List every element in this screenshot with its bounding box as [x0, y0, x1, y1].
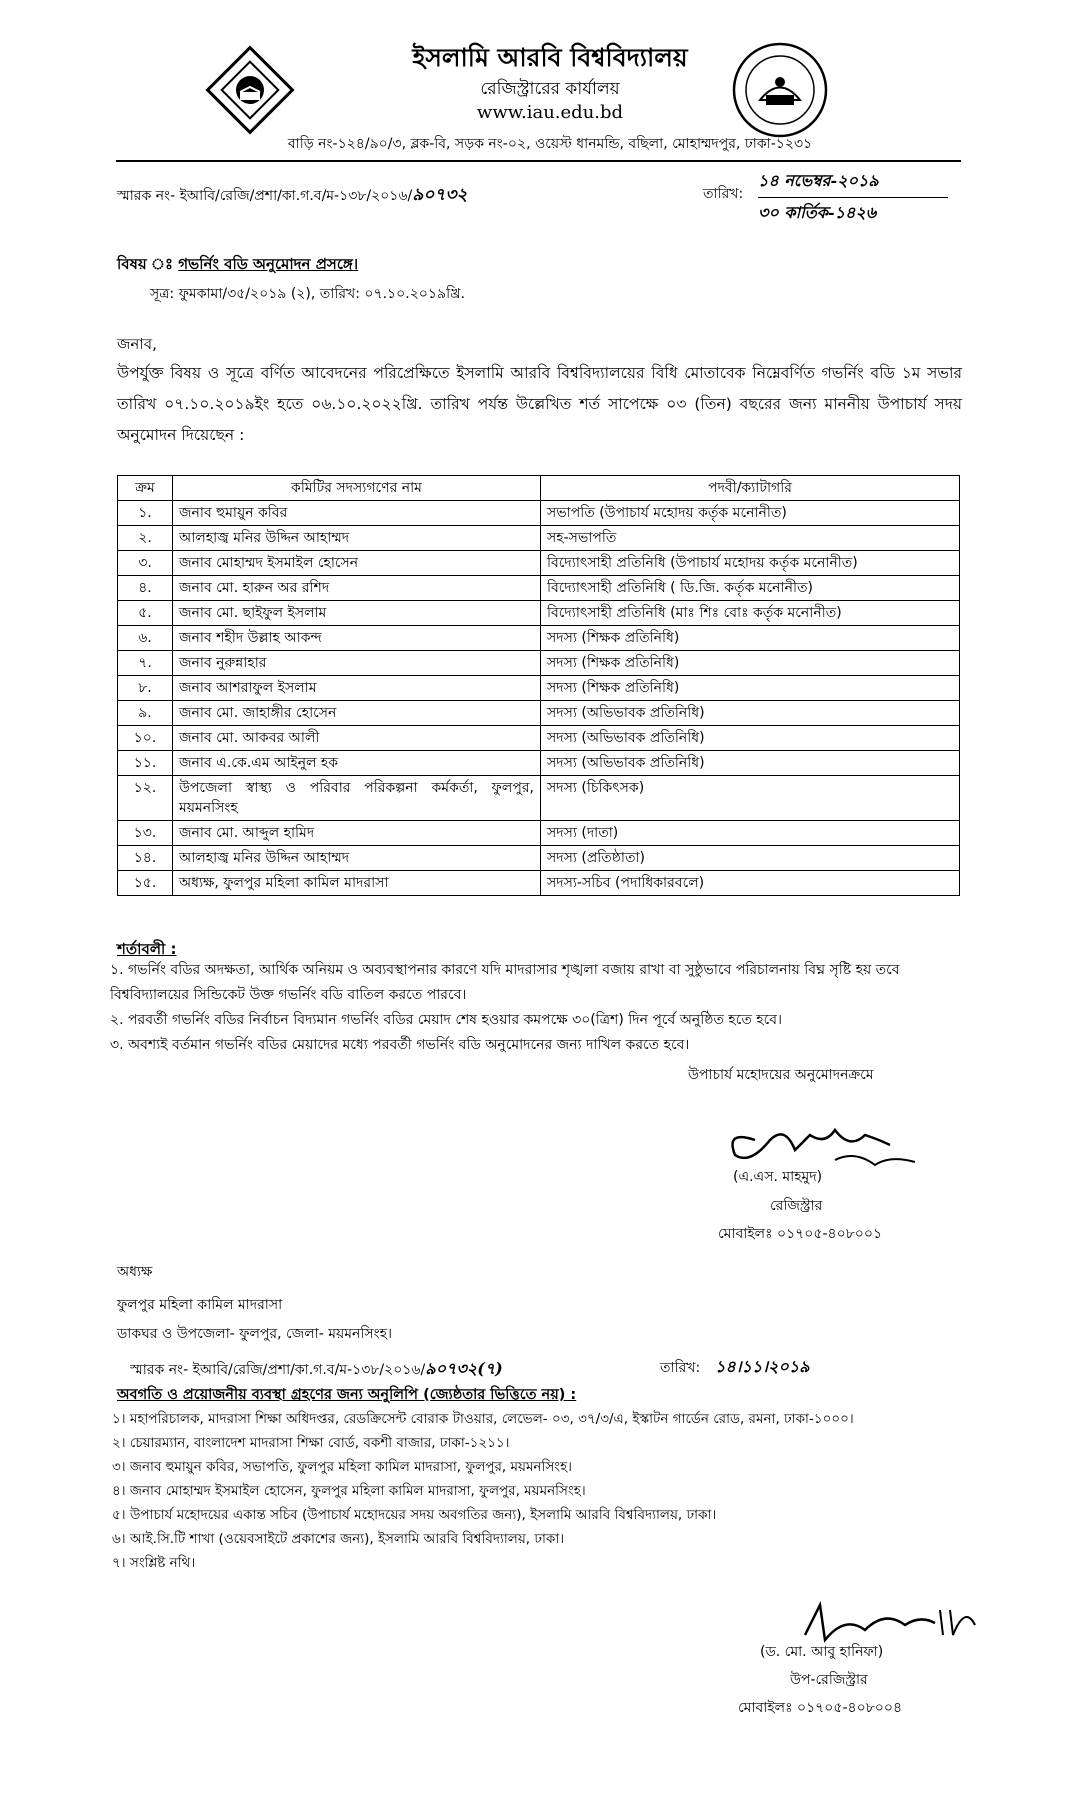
row-role: সভাপতি (উপাচার্য মহোদয় কর্তৃক মনোনীত): [541, 501, 960, 526]
row-role: সদস্য (শিক্ষক প্রতিনিধি): [541, 676, 960, 701]
row-serial: ৮.: [118, 676, 173, 701]
row-name: আলহাজ্ব মনির উদ্দিন আহাম্মদ: [173, 846, 541, 871]
salutation: জনাব,: [117, 335, 157, 353]
conditions-title: শর্তাবলী :: [117, 940, 177, 958]
row-role: বিদ্যোৎসাহী প্রতিনিধি (উপাচার্য মহোদয় কর্তৃক মনোনীত): [541, 551, 960, 576]
memo2-ref-number: ৯০৭৩২(৭): [425, 1359, 503, 1378]
row-serial: ১৪.: [118, 846, 173, 871]
row-role: সদস্য (অভিভাবক প্রতিনিধি): [541, 751, 960, 776]
table-header-row: [118, 476, 960, 501]
table-row: [118, 676, 960, 701]
row-serial: ১২.: [118, 776, 173, 821]
row-name: অধ্যক্ষ, ফুলপুর মহিলা কামিল মাদরাসা: [173, 871, 541, 896]
copy-item-5: ৫। উপাচার্য মহোদয়ের একান্ত সচিব (উপাচার্য মহোদয়ের সদয় অবগতির জন্য), ইসলামি আরবি বিশ্ববিদ্যালয়, ঢাকা।: [112, 1507, 717, 1523]
row-serial: ১৫.: [118, 871, 173, 896]
row-role: সদস্য (প্রতিষ্ঠাতা): [541, 846, 960, 871]
row-name: জনাব মো. হারুন অর রশিদ: [173, 576, 541, 601]
row-role: সদস্য (চিকিৎসক): [541, 776, 960, 821]
row-name: জনাব মো. আব্দুল হামিদ: [173, 821, 541, 846]
table-row: [118, 651, 960, 676]
row-role: সদস্য (অভিভাবক প্রতিনিধি): [541, 701, 960, 726]
header-divider: [116, 160, 961, 162]
memo-date-label: তারিখ:: [703, 186, 744, 202]
subject-label: বিষয় ঃ: [117, 255, 173, 273]
header-serial: ক্রম: [118, 476, 173, 501]
row-name: জনাব এ.কে.এম আইনুল হক: [173, 751, 541, 776]
row-role: বিদ্যোৎসাহী প্রতিনিধি ( ডি.জি. কর্তৃক মনোনীত): [541, 576, 960, 601]
row-name: জনাব মো. আকবর আলী: [173, 726, 541, 751]
copy-item-6: ৬। আই.সি.টি শাখা (ওয়েবসাইটে প্রকাশের জন্য), ইসলামি আরবি বিশ্ববিদ্যালয়, ঢাকা।: [112, 1531, 565, 1547]
copy-item-4: ৪। জনাব মোহাম্মদ ইসমাইল হোসেন, ফুলপুর মহিলা কামিল মাদরাসা, ফুলপুর, ময়মনসিংহ।: [112, 1483, 586, 1499]
row-role: সদস্য (দাতা): [541, 821, 960, 846]
header-name: কমিটির সদস্যগণের নাম: [173, 476, 541, 501]
row-serial: ১০.: [118, 726, 173, 751]
signatory2-name: (ড. মো. আবু হানিফা): [760, 1644, 884, 1660]
table-row: [118, 871, 960, 896]
row-role: বিদ্যোৎসাহী প্রতিনিধি (মাঃ শিঃ বোঃ কর্তৃক মনোনীত): [541, 601, 960, 626]
row-serial: ৯.: [118, 701, 173, 726]
row-name: জনাব নুরুন্নাহার: [173, 651, 541, 676]
row-serial: ৬.: [118, 626, 173, 651]
signatory1-mobile: মোবাইলঃ ০১৭০৫-৪০৮০০১: [718, 1226, 883, 1242]
condition-item-3: ৩. অবশ্যই বর্তমান গভর্নিং বডির মেয়াদের মধ্যে পরবর্তী গভর্নিং বডি অনুমোদনের জন্য দাখিল করতে হবে।: [110, 1037, 690, 1053]
signatory1-title: রেজিস্ট্রার: [770, 1198, 823, 1214]
copy-item-3: ৩। জনাব হুমায়ুন কবির, সভাপতি, ফুলপুর মহিলা কামিল মাদরাসা, ফুলপুর, ময়মনসিংহ।: [112, 1459, 573, 1475]
row-role: সদস্য (শিক্ষক প্রতিনিধি): [541, 626, 960, 651]
table-row: [118, 551, 960, 576]
row-name: জনাব হুমায়ুন কবির: [173, 501, 541, 526]
row-serial: ১.: [118, 501, 173, 526]
row-serial: ৫.: [118, 601, 173, 626]
row-name: জনাব শহীদ উল্লাহ আকন্দ: [173, 626, 541, 651]
copies-title: অবগতি ও প্রয়োজনীয় ব্যবস্থা গ্রহণের জন্য অনুলিপি (জ্যেষ্ঠতার ভিত্তিতে নয়) :: [117, 1387, 577, 1403]
signatory1-name: (এ.এস. মাহমুদ): [733, 1169, 823, 1185]
row-name: জনাব মোহাম্মদ ইসমাইল হোসেন: [173, 551, 541, 576]
table-row: [118, 601, 960, 626]
subject-reference: সূত্র: ফুমকামা/৩৫/২০১৯ (২), তারিখ: ০৭.১০.২০১৯খ্রি.: [150, 286, 465, 302]
table-row: [118, 821, 960, 846]
copy-item-2: ২। চেয়ারম্যান, বাংলাদেশ মাদরাসা শিক্ষা বোর্ড, বকশী বাজার, ঢাকা-১২১১।: [112, 1435, 510, 1451]
memo-date-line1: ১৪ নভেম্বর-২০১৯: [758, 168, 948, 198]
table-row: [118, 726, 960, 751]
header-role: পদবী/ক্যাটাগরি: [541, 476, 960, 501]
memo-date-line2: ৩০ কার্তিক-১৪২৬: [758, 203, 877, 222]
row-name: জনাব মো. জাহাঙ্গীর হোসেন: [173, 701, 541, 726]
website[interactable]: www.iau.edu.bd: [476, 102, 624, 123]
memo2-date: ১৪।১১।২০১৯: [715, 1357, 810, 1376]
condition-item-2: ২. পরবর্তী গভর্নিং বডির নির্বাচন বিদ্যমান গভর্নিং বডির মেয়াদ শেষ হওয়ার কমপক্ষে ৩০(ত্রিশ) দিন পূর্বে অনুষ্ঠিত হতে হবে।: [110, 1012, 783, 1028]
row-serial: ৭.: [118, 651, 173, 676]
row-role: সহ-সভাপতি: [541, 526, 960, 551]
memo-ref-number: ৯০৭৩২: [412, 185, 468, 205]
memo-ref-label: স্মারক নং- ইআবি/রেজি/প্রশা/কা.গ.ব/ম-১৩৮/২০১৬/: [117, 188, 413, 204]
copy-item-7: ৭। সংশ্লিষ্ট নথি।: [112, 1555, 196, 1571]
row-role: সদস্য (শিক্ষক প্রতিনিধি): [541, 651, 960, 676]
row-role: সদস্য-সচিব (পদাধিকারবলে): [541, 871, 960, 896]
signatory2-title: উপ-রেজিস্ট্রার: [790, 1672, 868, 1688]
row-name: জনাব আশরাফুল ইসলাম: [173, 676, 541, 701]
table-row: [118, 751, 960, 776]
table-row: [118, 846, 960, 871]
row-name: উপজেলা স্বাস্থ্য ও পরিবার পরিকল্পনা কর্মকর্তা, ফুলপুর, ময়মনসিংহ: [173, 776, 541, 821]
memo-ref: [117, 182, 467, 210]
table-row: [118, 776, 960, 821]
recipient-institution: ফুলপুর মহিলা কামিল মাদরাসা: [117, 1297, 283, 1313]
memo2-date-label: তারিখ:: [660, 1360, 701, 1376]
row-name: আলহাজ্ব মনির উদ্দিন আহাম্মদ: [173, 526, 541, 551]
copy-item-1: ১। মহাপরিচালক, মাদরাসা শিক্ষা অধিদপ্তর, রেডক্রিসেন্ট বোরাক টাওয়ার, লেভেল- ০৩, ৩৭/৩/এ, ইস্কাটন গার্ডেন রোড, রমনা, ঢাকা-১০০০।: [112, 1411, 854, 1427]
subject-line: [117, 253, 358, 278]
body-paragraph: উপর্যুক্ত বিষয় ও সূত্রে বর্ণিত আবেদনের পরিপ্রেক্ষিতে ইসলামি আরবি বিশ্ববিদ্যালয়ের বিধি মোতাবেক নিম্নেবর্ণিত গভর্নিং বডি ১ম সভার তারিখ ০৭.১০.২০১৯ইং হতে ০৬.১০.২০২২খ্রি. তারিখ পর্যন্ত উল্লেখিত শর্ত সাপেক্ষে ০৩ (তিন) বছরের জন্য মাননীয় উপাচার্য সদয় অনুমোদন দিয়েছেন :: [117, 364, 962, 444]
row-serial: ৪.: [118, 576, 173, 601]
condition-item-1: ১. গভর্নিং বডির অদক্ষতা, আর্থিক অনিয়ম ও অব্যবস্থাপনার কারণে যদি মাদরাসার শৃঙ্খলা বজায় রাখা বা সুষ্ঠুভাবে পরিচালনায় বিঘ্ন সৃষ্টি হয় তবে বিশ্ববিদ্যালয়ের সিন্ডিকেট উক্ত গভর্নিং বডি বাতিল করতে পারবে।: [110, 962, 900, 1003]
signatory2-mobile: মোবাইলঃ ০১৭০৫-৪০৮০০৪: [738, 1700, 903, 1716]
committee-table: [117, 475, 960, 896]
memo2-ref-label: স্মারক নং- ইআবি/রেজি/প্রশা/কা.গ.ব/ম-১৩৮/২০১৬/: [130, 1362, 426, 1378]
office-name: রেজিস্ট্রারের কার্যালয়: [480, 79, 620, 99]
table-row: [118, 576, 960, 601]
row-serial: ৩.: [118, 551, 173, 576]
recipient-address: ডাকঘর ও উপজেলা- ফুলপুর, জেলা- ময়মনসিংহ।: [117, 1326, 393, 1342]
row-serial: ২.: [118, 526, 173, 551]
table-row: [118, 501, 960, 526]
recipient-title: অধ্যক্ষ: [117, 1264, 153, 1280]
approval-note: উপাচার্য মহোদয়ের অনুমোদনক্রমে: [688, 1067, 874, 1083]
row-serial: ১৩.: [118, 821, 173, 846]
table-row: [118, 701, 960, 726]
row-serial: ১১.: [118, 751, 173, 776]
university-name: ইসলামি আরবি বিশ্ববিদ্যালয়: [412, 43, 688, 72]
address: বাড়ি নং-১২৪/৯০/৩, ব্লক-বি, সড়ক নং-০২, ওয়েস্ট ধানমন্ডি, বছিলা, মোহাম্মদপুর, ঢাকা-১২৩১: [287, 136, 813, 152]
subject-text: গভর্নিং বডি অনুমোদন প্রসঙ্গে।: [178, 255, 359, 273]
memo2-ref: [130, 1356, 503, 1383]
row-role: সদস্য (অভিভাবক প্রতিনিধি): [541, 726, 960, 751]
table-row: [118, 526, 960, 551]
row-name: জনাব মো. ছাইফুল ইসলাম: [173, 601, 541, 626]
table-row: [118, 626, 960, 651]
